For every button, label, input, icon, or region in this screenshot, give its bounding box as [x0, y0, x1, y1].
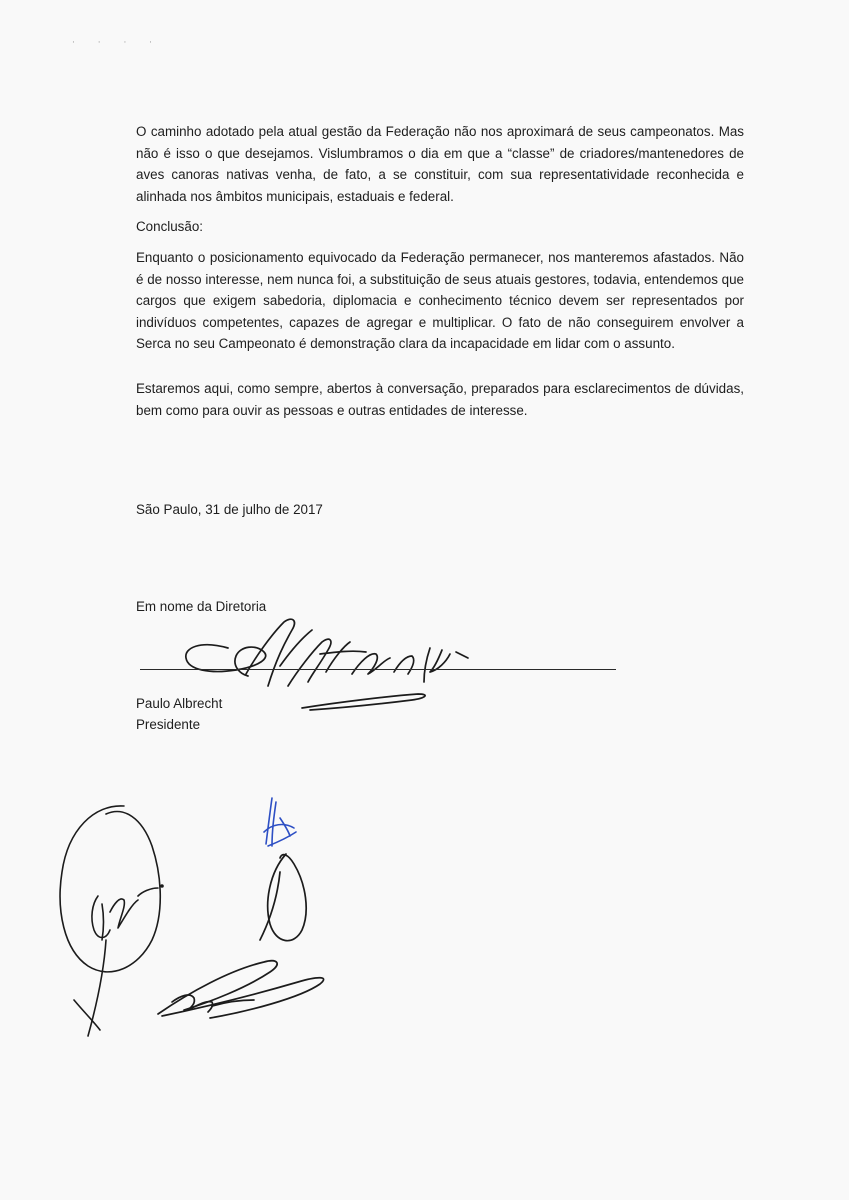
conclusion-heading: Conclusão:: [136, 219, 203, 234]
place-date: São Paulo, 31 de julho de 2017: [136, 502, 323, 517]
board-signature-bottom: [150, 952, 340, 1028]
on-behalf-line: Em nome da Diretoria: [136, 599, 267, 614]
paragraph-3: Estaremos aqui, como sempre, abertos à conversação, preparados para esclarecimentos de dúvidas, bem como para ouvir as pessoas e outras entidades de interesse.: [136, 381, 744, 418]
scan-noise: · · · ·: [72, 38, 163, 48]
paragraph-2: Enquanto o posicionamento equivocado da Federação permanecer, nos manteremos afastados. Não é de nosso interesse, nem nunca foi, a substituição de seus atuais gestores, todavia, entendemos que cargos que exigem sabedoria, diplomacia e conhecimento técnico devem ser representados por indivíduos competentes, capazes de agregar e multiplicar. O fato de não conseguirem envolver a Serca no seu Campeonato é demonstração clara da incapacidade em lidar com o assunto.: [136, 250, 744, 351]
signer-role: Presidente: [136, 717, 201, 732]
signer-name: Paulo Albrecht: [136, 696, 223, 711]
board-signature-middle: [250, 792, 330, 952]
signature-line: [140, 669, 616, 670]
paragraph-1: O caminho adotado pela atual gestão da Federação não nos aproximará de seus campeonatos. Mas não é isso o que desejamos. Vislumbramos o dia em que a “classe” de criadores/mantenedores de aves canoras nativas venha, de fato, a se constituir, com sua representatividade reconhecida e alinhada nos âmbitos municipais, estaduais e federal.: [136, 124, 744, 204]
